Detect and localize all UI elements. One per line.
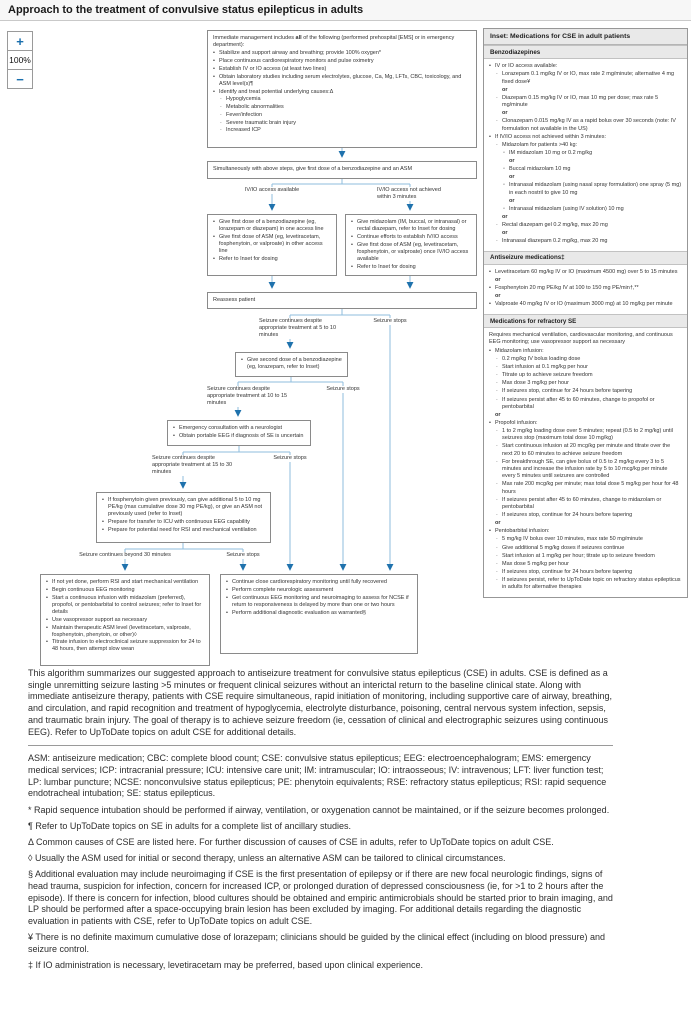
- list-item: • Propofol infusion:: [489, 419, 538, 426]
- bullet-icon: ·: [496, 560, 498, 567]
- footnote-double-dagger: ‡ If IO administration is necessary, levetiracetam may be preferred, based upon clinical experience.: [28, 960, 424, 971]
- list-item: · 0.2 mg/kg IV bolus loading dose: [496, 356, 581, 363]
- bullet-icon: •: [46, 579, 48, 586]
- bullet-icon: ◦: [503, 205, 505, 212]
- box-fosphenytoin-additional: [96, 492, 271, 543]
- bullet-icon: •: [46, 616, 48, 623]
- list-item: • Obtain portable EEG if diagnosis of SE is uncertain: [173, 433, 304, 440]
- or-separator: or: [509, 174, 515, 181]
- bullet-icon: ·: [220, 119, 222, 126]
- bullet-icon: •: [489, 528, 491, 535]
- plus-icon: +: [16, 33, 24, 49]
- box-list: [102, 497, 265, 534]
- list-item: • Place continuous cardiorespiratory monitors and pulse oximetry: [213, 58, 374, 65]
- bullet-icon: •: [213, 65, 215, 72]
- caption-area: [28, 668, 613, 976]
- list-item: • Use vasopressor support as necessary: [46, 616, 148, 623]
- or-separator: or: [495, 293, 501, 300]
- bullet-icon: ·: [496, 576, 498, 583]
- bullet-icon: •: [46, 594, 48, 601]
- inset-medications-panel: [483, 28, 688, 598]
- bullet-icon: •: [102, 526, 104, 533]
- list-item: • Establish IV or IO access (at least two lines): [213, 65, 327, 72]
- bullet-icon: ·: [496, 481, 498, 488]
- list-item: · 1 to 2 mg/kg loading dose over 5 minutes; repeat (0.5 to 2 mg/kg) until seizures stop (maximum total dose 10 mg/kg): [496, 428, 673, 442]
- inset-section-body-refractory: [484, 328, 687, 597]
- divider: [28, 745, 613, 746]
- branch-label-seizure-stops-4: Seizure stops: [226, 552, 260, 558]
- list-item: • Give midazolam (IM, buccal, or intranasal) or rectal diazepam, refer to Inset for dosing: [351, 219, 467, 233]
- list-item: · If seizures stop, continue for 24 hours before tapering: [496, 512, 633, 519]
- bullet-icon: ◦: [503, 149, 505, 156]
- or-separator: or: [502, 110, 508, 117]
- footnote-delta: Δ Common causes of CSE are listed here. For further discussion of causes of CSE in adults, refer to UpToDate topics on adult CSE.: [28, 836, 554, 847]
- bullet-icon: ·: [496, 94, 498, 101]
- list-item: • Start a continuous infusion with midazolam (preferred), propofol, or pentobarbital to control seizures; refer to Inset for details: [46, 594, 202, 615]
- list-item: • Begin continuous EEG monitoring: [46, 587, 135, 594]
- branch-label-seizure-stops-3: Seizure stops: [273, 455, 307, 461]
- list-item: · Diazepam 0.15 mg/kg IV or IO, max 10 mg per dose; max rate 5 mg/minute: [496, 94, 659, 109]
- bullet-icon: •: [102, 519, 104, 526]
- inset-section-body-benzodiazepines: [484, 59, 687, 251]
- list-item: • If not yet done, perform RSI and start mechanical ventilation: [46, 579, 199, 586]
- inset-refractory-list: [489, 348, 682, 592]
- or-separator: or: [502, 213, 508, 220]
- bullet-icon: •: [46, 587, 48, 594]
- bullet-icon: •: [173, 433, 175, 440]
- footnote-pilcrow: ¶ Refer to UpToDate topics on SE in adults for a complete list of ancillary studies.: [28, 820, 351, 831]
- bullet-icon: ·: [496, 380, 498, 387]
- or-separator: or: [495, 411, 501, 418]
- bullet-icon: •: [489, 63, 491, 70]
- list-item: · Max rate 200 mcg/kg per minute; max total dose 5 mg/kg per hour for 48 hours: [496, 481, 679, 495]
- or-separator: or: [509, 197, 515, 204]
- list-item: • Continue close cardiorespiratory monitoring until fully recovered: [226, 579, 387, 586]
- box-list: [213, 219, 331, 263]
- list-item: · Hypoglycemia: [220, 96, 261, 103]
- footnote-yen: ¥ There is no definite maximum cumulative dose of lorazepam; clinicians should be guided by the clinical effect (including on blood pressure) and seizure control.: [28, 932, 605, 955]
- zoom-level-value: 100%: [9, 55, 31, 65]
- list-item: · Metabolic abnormalities: [220, 104, 284, 111]
- list-item: • IV or IO access available:: [489, 63, 558, 70]
- bullet-icon: ·: [220, 96, 222, 103]
- bullet-icon: ◦: [503, 166, 505, 173]
- bullet-icon: ·: [496, 372, 498, 379]
- list-item: · Severe traumatic brain injury: [220, 119, 297, 126]
- list-item: • Valproate 40 mg/kg IV or IO (maximum 3000 mg) at 10 mg/kg per minute: [489, 301, 673, 308]
- list-item: · Increased ICP: [220, 127, 261, 134]
- bullet-icon: ·: [496, 512, 498, 519]
- box-list: [241, 357, 342, 372]
- bullet-icon: •: [226, 587, 228, 594]
- inset-section-header-antiseizure: Antiseizure medications‡: [484, 251, 687, 265]
- list-item: • Get continuous EEG monitoring and neuroimaging to assess for NCSE if return to responsiveness is delayed by more than one or two hours: [226, 594, 409, 608]
- bullet-icon: •: [351, 234, 353, 241]
- bullet-icon: •: [213, 58, 215, 65]
- bullet-icon: •: [213, 255, 215, 262]
- bullet-icon: ·: [496, 356, 498, 363]
- bullet-icon: ·: [496, 221, 498, 228]
- list-item: · Start infusion at 0.1 mg/kg per hour: [496, 364, 588, 371]
- bullet-icon: •: [489, 301, 491, 308]
- or-separator: or: [502, 229, 508, 236]
- branch-label-continues-beyond-30: Seizure continues beyond 30 minutes: [79, 552, 171, 558]
- list-item: ◦ IM midazolam 10 mg or 0.2 mg/kg: [503, 149, 593, 156]
- box-refractory-treatment: [40, 574, 210, 666]
- bullet-icon: ·: [496, 141, 498, 148]
- or-separator: or: [502, 86, 508, 93]
- branch-label-continues-5-10: Seizure continues despite appropriate treatment at 5 to 10 minutes: [257, 318, 349, 339]
- bullet-icon: •: [351, 263, 353, 270]
- bullet-icon: •: [351, 241, 353, 248]
- bullet-icon: ·: [496, 544, 498, 551]
- list-item: · Max dose 5 mg/kg per hour: [496, 560, 569, 567]
- list-item: • Stabilize and support airway and breathing; provide 100% oxygen*: [213, 50, 382, 57]
- bullet-icon: ·: [220, 104, 222, 111]
- list-item: • If fosphenytoin given previously, can give additional 5 to 10 mg PE/kg (max cumulative dose 30 mg PE/kg), or give an ASM not previously used (refer to Inset): [102, 497, 263, 518]
- list-item: • If IV/IO access not achieved within 3 minutes:: [489, 133, 606, 140]
- zoom-controls: [7, 31, 33, 89]
- list-item: • Obtain laboratory studies including serum electrolytes, glucose, Ca, Mg, LFTs, CBC, toxicology, and ASM level(s)¶: [213, 73, 462, 87]
- bullet-icon: ·: [496, 388, 498, 395]
- bullet-icon: •: [489, 285, 491, 292]
- list-item: • Midazolam infusion:: [489, 348, 544, 355]
- list-item: · If seizures persist after 45 to 60 minutes, change to propofol or pentobarbital: [496, 396, 655, 410]
- list-item: · Start continuous infusion at 20 mcg/kg per minute and titrate over the next 20 to 60 minutes to achieve seizure freedom: [496, 443, 671, 457]
- list-item: • Identify and treat potential underlying causes:Δ: [213, 88, 334, 95]
- zoom-level: [7, 50, 33, 70]
- bullet-icon: ·: [496, 443, 498, 450]
- list-item: · If seizures persist after 45 to 60 minutes, change to midazolam or pentobarbital: [496, 496, 662, 511]
- list-item: · Lorazepam 0.1 mg/kg IV or IO, max rate 2 mg/minute; alternative 4 mg fixed dose¥: [496, 71, 675, 85]
- box-immediate-management: [207, 30, 477, 148]
- footnote-lozenge: ◊ Usually the ASM used for initial or second therapy, unless an alternative ASM can be tailored to clinical circumstances.: [28, 853, 506, 864]
- bullet-icon: •: [226, 594, 228, 601]
- or-separator: or: [509, 157, 515, 164]
- bullet-icon: ·: [496, 568, 498, 575]
- list-item: · If seizures stop, continue for 24 hours before tapering: [496, 388, 633, 395]
- zoom-out-button[interactable]: [7, 69, 33, 89]
- list-item: • Prepare for transfer to ICU with continuous EEG capability: [102, 519, 250, 526]
- box-neurology-consult: [167, 420, 311, 446]
- summary-paragraph: This algorithm summarizes our suggested approach to antiseizure treatment for convulsive status epilepticus (CSE) in adults. CSE is defined as a single unremitting seizure lasting >5 minutes or frequent clinical seizures without an interictal return to the baseline clinical state. Along with immediate antiseizure therapy, patients with CSE require simultaneous, rapid initiation of monitoring, including supportive care of airway, breathing, and circulation, and rapid recognition and treatment of hypoglycemia, electrolyte disturbance, poisoning, central nervous system infection, sepsis, and traumatic brain injury. The goal of therapy is to achieve seizure freedom (ie, cessation of clinical and electrographic seizures using continuous EEG). Refer to UpToDate topics on adult CSE for additional details.: [28, 668, 612, 737]
- box-iv-available: [207, 214, 337, 276]
- bullet-icon: •: [46, 624, 48, 631]
- bullet-icon: ·: [496, 458, 498, 465]
- list-item: • Give first dose of a benzodiazepine (eg, lorazepam or diazepam) in one access line: [213, 219, 324, 233]
- list-item: · Start infusion at 1 mg/kg per hour; titrate up to seizure freedom: [496, 552, 655, 559]
- bullet-icon: ·: [496, 536, 498, 543]
- bullet-icon: •: [351, 219, 353, 226]
- bullet-icon: ·: [496, 118, 498, 125]
- bullet-icon: •: [102, 497, 104, 504]
- bullet-icon: •: [46, 639, 48, 646]
- zoom-in-button[interactable]: [7, 31, 33, 51]
- box-second-benzodiazepine: [235, 352, 348, 377]
- list-item: • Perform complete neurologic assessment: [226, 587, 334, 594]
- box-list: [351, 219, 471, 271]
- abbreviations-paragraph: ASM: antiseizure medication; CBC: complete blood count; CSE: convulsive status epilepticus; EEG: electroencephalogram; EMS: emergency medical services; ICP: intracranial pressure; ICU: intensive care unit; IM: intramuscular; IO: intraosseous; IV: intravenous; LFT: liver function test; LP: lumbar puncture; NCSE: nonconvulsive status epilepticus; PE: phenytoin equivalents; RSE: refractory status epilepticus; RSI: rapid sequence endotracheal intubation; SE: status epilepticus.: [28, 753, 607, 799]
- bullet-icon: ·: [496, 237, 498, 244]
- bullet-icon: ·: [496, 396, 498, 403]
- list-item: • Give first dose of ASM (eg, levetiracetam, fosphenytoin, or valproate) in other access line: [213, 234, 323, 255]
- bullet-icon: •: [489, 348, 491, 355]
- box-list: [46, 579, 204, 654]
- branch-label-seizure-stops-2: Seizure stops: [326, 386, 360, 392]
- box-list: [213, 50, 471, 135]
- list-item: · Fever/infection: [220, 111, 263, 118]
- bullet-icon: •: [489, 133, 491, 140]
- bullet-icon: •: [213, 88, 215, 95]
- bullet-icon: •: [241, 357, 243, 364]
- box-list: [173, 425, 305, 441]
- list-item: • Refer to Inset for dosing: [351, 263, 416, 270]
- bullet-icon: •: [226, 609, 228, 616]
- list-item: • Prepare for potential need for RSI and mechanical ventilation: [102, 526, 257, 533]
- branch-label-iv-available: IV/IO access available: [244, 187, 300, 193]
- list-item: • Fosphenytoin 20 mg PE/kg IV at 100 to 150 mg PE/min†,**: [489, 285, 639, 292]
- list-item: · If seizures persist, refer to UpToDate topic on refractory status epilepticus in adults for alternative therapies: [496, 576, 681, 591]
- box-text: Reassess patient: [213, 297, 256, 303]
- bullet-icon: ·: [220, 127, 222, 134]
- list-item: • Pentobarbital infusion:: [489, 528, 550, 535]
- branch-label-continues-10-15: Seizure continues despite appropriate treatment at 10 to 15 minutes: [205, 386, 297, 407]
- bullet-icon: ·: [496, 496, 498, 503]
- list-item: · Titrate up to achieve seizure freedom: [496, 372, 593, 379]
- list-item: · For breakthrough SE, can give bolus of 0.5 to 2 mg/kg every 3 to 5 minutes and increase the infusion rate by 5 to 10 mcg/kg per minute every 5 minutes until seizures are controlled: [496, 458, 668, 480]
- list-item: · Give additional 5 mg/kg doses if seizures continue: [496, 544, 625, 551]
- footnote-asterisk: * Rapid sequence intubation should be performed if airway, ventilation, or oxygenation cannot be maintained, or if the seizure becomes prolonged.: [28, 804, 610, 815]
- or-separator: or: [495, 520, 501, 527]
- branch-label-seizure-stops-1: Seizure stops: [373, 318, 407, 324]
- list-item: · Clonazepam 0.015 mg/kg IV as a rapid bolus over 30 seconds (note: IV formulation not available in the US): [496, 118, 676, 132]
- box-intro: Immediate management includes all of the following (performed prehospital [EMS] or in emergency department):: [213, 35, 455, 48]
- box-reassess: [207, 292, 477, 309]
- list-item: · Intranasal diazepam 0.2 mg/kg, max 20 mg: [496, 237, 608, 244]
- list-item: • Maintain therapeutic ASM level (levetiracetam, valproate, fosphenytoin, phenytoin, or other)◊: [46, 624, 191, 638]
- box-simultaneous: [207, 161, 477, 179]
- inset-refractory-intro: Requires mechanical ventilation, cardiovascular monitoring, and continuous EEG monitoring; use vasopressor support as necessary: [489, 332, 673, 346]
- bullet-icon: •: [173, 425, 175, 432]
- inset-section-header-benzodiazepines: Benzodiazepines: [484, 45, 687, 59]
- minus-icon: −: [16, 71, 24, 87]
- list-item: ◦ Intranasal midazolam (using IV solution) 10 mg: [503, 205, 624, 212]
- list-item: • Titrate infusion to electroclinical seizure suppression for 24 to 48 hours, then attempt slow wean: [46, 639, 201, 653]
- branch-label-continues-15-30: Seizure continues despite appropriate treatment at 15 to 30 minutes: [150, 455, 242, 476]
- bullet-icon: ·: [220, 111, 222, 118]
- list-item: · If seizures stop, continue for 24 hours before tapering: [496, 568, 633, 575]
- bullet-icon: ·: [496, 71, 498, 78]
- or-separator: or: [495, 277, 501, 284]
- box-text: Simultaneously with above steps, give first dose of a benzodiazepine and an ASM: [213, 166, 413, 172]
- bullet-icon: •: [213, 50, 215, 57]
- page-title: Approach to the treatment of convulsive status epilepticus in adults: [0, 0, 691, 21]
- bullet-icon: ·: [496, 552, 498, 559]
- list-item: • Continue efforts to establish IV/IO access: [351, 234, 458, 241]
- list-item: ◦ Buccal midazolam 10 mg: [503, 166, 571, 173]
- box-recovery-monitoring: [220, 574, 418, 654]
- list-item: • Give second dose of a benzodiazepine (eg, lorazepam, refer to Inset): [241, 357, 342, 371]
- bullet-icon: ·: [496, 364, 498, 371]
- list-item: · Rectal diazepam gel 0.2 mg/kg, max 20 mg: [496, 221, 608, 228]
- bullet-icon: •: [213, 234, 215, 241]
- list-item: ◦ Intranasal midazolam (using nasal spray formulation) one spray (5 mg) in each nostril to give 10 mg: [503, 182, 682, 196]
- list-item: · 5 mg/kg IV bolus over 10 minutes, max rate 50 mg/minute: [496, 536, 643, 543]
- list-item: • Refer to Inset for dosing: [213, 255, 278, 262]
- bullet-icon: ◦: [503, 182, 505, 189]
- inset-section-body-antiseizure: [484, 265, 687, 314]
- list-item: • Emergency consultation with a neurologist: [173, 425, 283, 432]
- inset-title: Inset: Medications for CSE in adult patients: [484, 29, 687, 45]
- bullet-icon: •: [226, 579, 228, 586]
- list-item: • Perform additional diagnostic evaluation as warranted§: [226, 609, 366, 616]
- list-item: • Give first dose of ASM (eg, levetiracetam, fosphenytoin, or valproate) once IV/IO access available: [351, 241, 469, 262]
- inset-section-header-refractory: Medications for refractory SE: [484, 314, 687, 328]
- list-item: • Levetiracetam 60 mg/kg IV or IO (maximum 4500 mg) over 5 to 15 minutes: [489, 269, 678, 276]
- bullet-icon: •: [213, 73, 215, 80]
- bullet-icon: ·: [496, 428, 498, 435]
- branch-label-iv-not-achieved: IV/IO access not achieved within 3 minutes: [375, 187, 453, 201]
- bullet-icon: •: [489, 269, 491, 276]
- footnote-section: § Additional evaluation may include neuroimaging if CSE is the first presentation of epilepsy or if there are new focal neurologic findings, signs of head trauma, suspicion for infection, concern for increased ICP, or prolonged duration of depressed consciousness (ie, for >1 to 2 hours after the episode). If there is concern for infection, blood cultures should be obtained and empiric antimicrobials should be started prior to brain imaging, and LP should be performed after a space-occupying brain lesion has been excluded by imaging. For additional details regarding the diagnostic evaluation in patients with CSE, refer to UpToDate topics on adult CSE.: [28, 869, 613, 927]
- list-item: · Midazolam for patients >40 kg:: [496, 141, 578, 148]
- box-list: [226, 579, 412, 617]
- bullet-icon: •: [213, 219, 215, 226]
- bullet-icon: •: [489, 419, 491, 426]
- box-iv-not-achieved: [345, 214, 477, 276]
- list-item: · Max dose 3 mg/kg per hour: [496, 380, 569, 387]
